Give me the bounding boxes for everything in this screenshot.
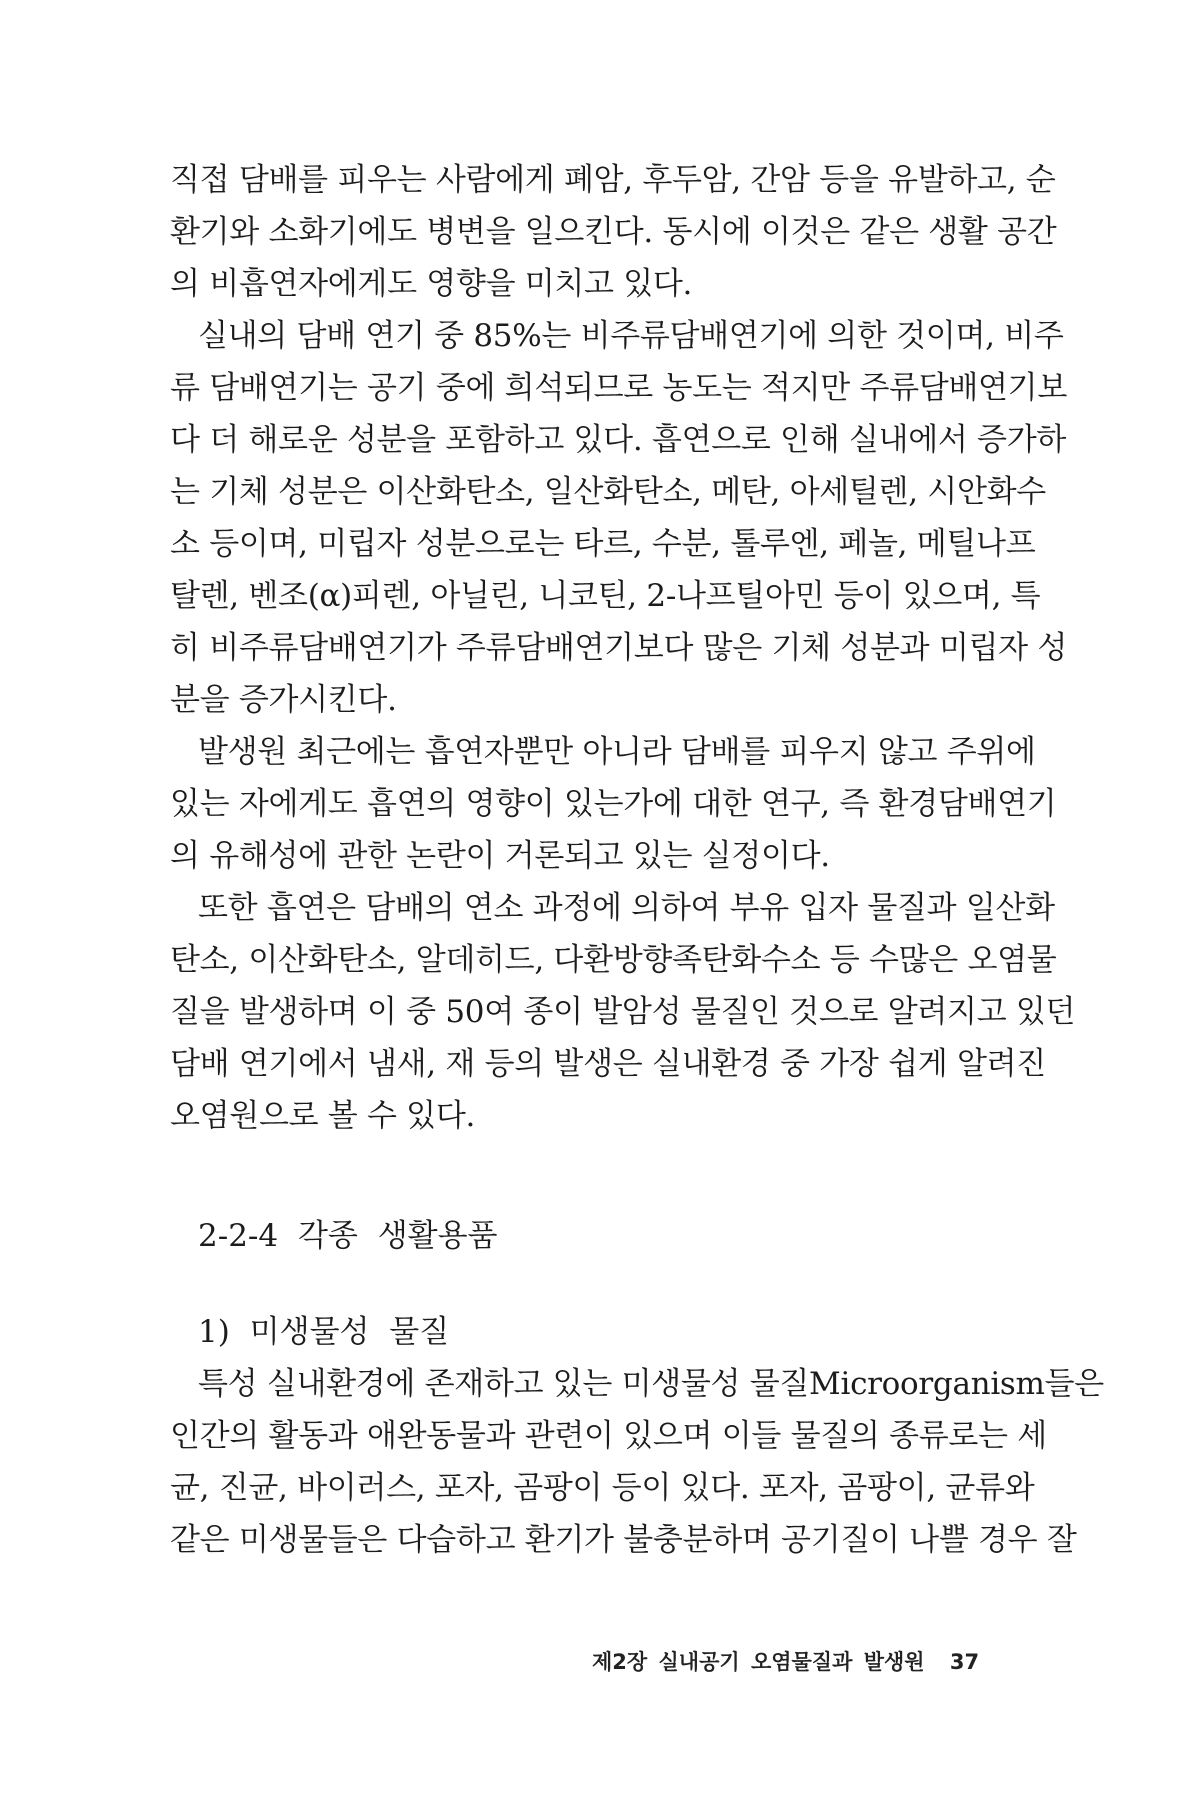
page-footer	[592, 1648, 979, 1676]
section-heading: 2-2-4 각종 생활용품	[198, 1218, 498, 1254]
text-line: 같은 미생물들은 다습하고 환기가 불충분하며 공기질이 나쁠 경우 잘	[170, 1522, 1077, 1558]
footer-chapter-title: 제2장 실내공기 오염물질과 발생원	[592, 1650, 925, 1674]
text-line: 실내의 담배 연기 중 85%는 비주류담배연기에 의한 것이며, 비주	[198, 318, 1064, 354]
text-line: 인간의 활동과 애완동물과 관련이 있으며 이들 물질의 종류로는 세	[170, 1418, 1047, 1454]
text-line: 직접 담배를 피우는 사람에게 폐암, 후두암, 간암 등을 유발하고, 순	[170, 162, 1056, 198]
text-line: 분을 증가시킨다.	[170, 682, 397, 718]
text-line: 탄소, 이산화탄소, 알데히드, 다환방향족탄화수소 등 수많은 오염물	[170, 942, 1057, 978]
text-line: 질을 발생하며 이 중 50여 종이 발암성 물질인 것으로 알려지고 있던	[170, 994, 1076, 1030]
subsection-heading: 1) 미생물성 물질	[198, 1314, 450, 1350]
text-line: 류 담배연기는 공기 중에 희석되므로 농도는 적지만 주류담배연기보	[170, 370, 1067, 406]
page-number: 37	[949, 1650, 980, 1674]
text-line: 의 비흡연자에게도 영향을 미치고 있다.	[170, 266, 693, 302]
text-line: 환기와 소화기에도 병변을 일으킨다. 동시에 이것은 같은 생활 공간	[170, 214, 1057, 250]
text-line: 히 비주류담배연기가 주류담배연기보다 많은 기체 성분과 미립자 성	[170, 630, 1067, 666]
text-line: 있는 자에게도 흡연의 영향이 있는가에 대한 연구, 즉 환경담배연기	[170, 786, 1057, 822]
text-line: 특성 실내환경에 존재하고 있는 미생물성 물질Microorganism들은	[198, 1366, 1104, 1402]
text-line: 발생원 최근에는 흡연자뿐만 아니라 담배를 피우지 않고 주위에	[198, 734, 1036, 770]
text-line: 오염원으로 볼 수 있다.	[170, 1098, 476, 1134]
text-line: 다 더 해로운 성분을 포함하고 있다. 흡연으로 인해 실내에서 증가하	[170, 422, 1066, 458]
text-line: 소 등이며, 미립자 성분으로는 타르, 수분, 톨루엔, 페놀, 메틸나프	[170, 526, 1036, 562]
text-line: 균, 진균, 바이러스, 포자, 곰팡이 등이 있다. 포자, 곰팡이, 균류와	[170, 1470, 1035, 1506]
text-line: 담배 연기에서 냄새, 재 등의 발생은 실내환경 중 가장 쉽게 알려진	[170, 1046, 1046, 1082]
text-line: 탈렌, 벤조(α)피렌, 아닐린, 니코틴, 2-나프틸아민 등이 있으며, 특	[170, 578, 1041, 614]
text-line: 는 기체 성분은 이산화탄소, 일산화탄소, 메탄, 아세틸렌, 시안화수	[170, 474, 1046, 510]
text-line: 의 유해성에 관한 논란이 거론되고 있는 실정이다.	[170, 838, 830, 874]
text-line: 또한 흡연은 담배의 연소 과정에 의하여 부유 입자 물질과 일산화	[198, 890, 1055, 926]
